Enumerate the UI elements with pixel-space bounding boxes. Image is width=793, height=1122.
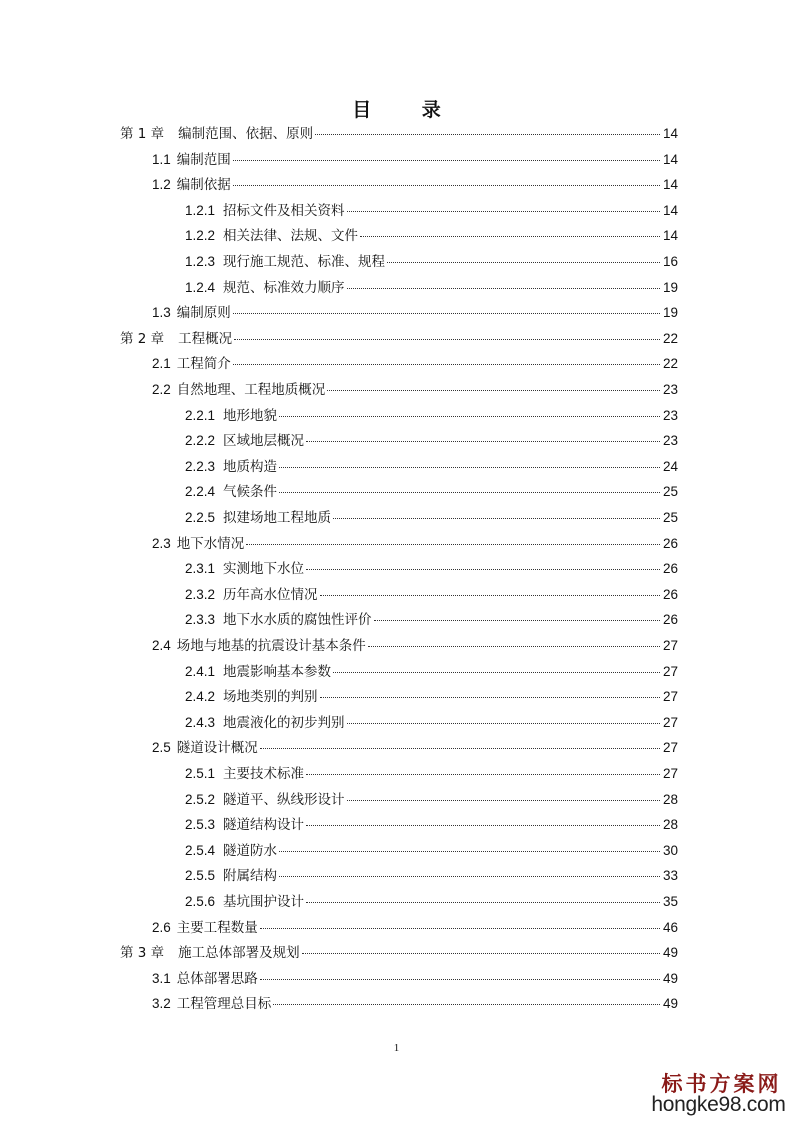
toc-entry-number: 2.2.3 bbox=[185, 458, 216, 474]
toc-entry-number: 2.4.2 bbox=[185, 689, 216, 705]
toc-leader-dots bbox=[260, 978, 660, 980]
toc-entry-number: 2.4.1 bbox=[185, 663, 216, 679]
toc-entry-page: 35 bbox=[662, 894, 678, 909]
toc-entry-page: 49 bbox=[662, 970, 678, 986]
toc-entry[interactable] bbox=[185, 480, 678, 500]
toc-leader-dots bbox=[233, 159, 660, 161]
toc-entry-page: 28 bbox=[662, 791, 678, 807]
toc-leader-dots bbox=[279, 466, 660, 468]
toc-entry-label: 地震液化的初步判别 bbox=[223, 714, 345, 731]
toc-entry-page: 16 bbox=[662, 254, 678, 269]
toc-entry[interactable] bbox=[185, 711, 678, 731]
toc-entry[interactable] bbox=[120, 122, 678, 142]
toc-entry[interactable] bbox=[152, 173, 678, 193]
toc-entry-page: 25 bbox=[662, 510, 678, 525]
toc-entry[interactable] bbox=[185, 404, 678, 424]
toc-entry[interactable] bbox=[185, 250, 678, 270]
toc-entry-label: 编制原则 bbox=[176, 305, 231, 322]
toc-entry-label: 隧道结构设计 bbox=[223, 817, 305, 834]
toc-entry[interactable] bbox=[185, 762, 678, 782]
toc-entry-page: 46 bbox=[662, 919, 678, 935]
toc-leader-dots bbox=[279, 491, 660, 493]
toc-entry-page: 22 bbox=[662, 356, 678, 372]
toc-leader-dots bbox=[279, 875, 660, 877]
toc-leader-dots bbox=[279, 850, 660, 852]
toc-entry-number: 2.4.3 bbox=[185, 714, 216, 730]
toc-entry-number: 1.1 bbox=[152, 151, 171, 167]
toc-entry-page: 14 bbox=[662, 202, 678, 218]
toc-leader-dots bbox=[360, 235, 660, 237]
toc-leader-dots bbox=[333, 517, 660, 519]
toc-entry-page: 27 bbox=[662, 638, 678, 653]
toc-entry-label: 隧道平、纵线形设计 bbox=[223, 791, 345, 808]
toc-entry[interactable] bbox=[152, 301, 678, 321]
toc-entry-label: 施工总体部署及规划 bbox=[178, 945, 300, 962]
toc-leader-dots bbox=[368, 645, 660, 647]
toc-entry[interactable] bbox=[185, 890, 678, 910]
toc-leader-dots bbox=[327, 389, 660, 391]
toc-entry-number: 1.2 bbox=[152, 177, 171, 193]
toc-entry-page: 14 bbox=[662, 177, 678, 193]
toc-entry-page: 26 bbox=[662, 586, 678, 602]
toc-entry-label: 地质构造 bbox=[223, 458, 278, 475]
toc-entry-label: 场地类别的判别 bbox=[223, 689, 318, 706]
toc-entry-number: 2.5.1 bbox=[185, 766, 216, 781]
toc-entry-label: 现行施工规范、标准、规程 bbox=[223, 254, 386, 270]
toc-entry[interactable] bbox=[185, 455, 678, 475]
toc-entry-label: 主要工程数量 bbox=[176, 919, 258, 936]
toc-leader-dots bbox=[233, 184, 660, 186]
toc-entry[interactable] bbox=[152, 992, 678, 1012]
toc-entry-label: 实测地下水位 bbox=[223, 561, 305, 578]
toc-entry-number: 2.2.2 bbox=[185, 433, 216, 449]
toc-entry-page: 24 bbox=[662, 458, 678, 474]
toc-entry-label: 编制范围、依据、原则 bbox=[178, 126, 314, 142]
toc-entry-page: 26 bbox=[662, 561, 678, 577]
toc-entry-number: 2.4 bbox=[152, 638, 171, 653]
toc-leader-dots bbox=[347, 287, 660, 289]
toc-entry-label: 地形地貌 bbox=[223, 407, 278, 424]
page-title: 目 录 bbox=[352, 99, 463, 121]
toc-entry[interactable] bbox=[185, 788, 678, 808]
toc-entry[interactable] bbox=[185, 429, 678, 449]
toc-leader-dots bbox=[260, 747, 660, 749]
toc-entry[interactable] bbox=[120, 941, 678, 961]
toc-entry-label: 场地与地基的抗震设计基本条件 bbox=[176, 638, 366, 654]
toc-entry-label: 地下水情况 bbox=[176, 535, 245, 552]
toc-leader-dots bbox=[302, 952, 660, 954]
toc-entry-number: 2.5 bbox=[152, 740, 171, 756]
toc-entry[interactable] bbox=[152, 378, 678, 398]
toc-entry-number: 第 1 章 bbox=[120, 126, 165, 142]
toc-entry-page: 22 bbox=[662, 330, 678, 346]
toc-leader-dots bbox=[306, 824, 660, 826]
toc-entry-page: 30 bbox=[662, 842, 678, 858]
toc-entry[interactable] bbox=[152, 967, 678, 987]
toc-entry-number: 2.2.5 bbox=[185, 510, 216, 525]
toc-entry-label: 地下水水质的腐蚀性评价 bbox=[223, 612, 372, 629]
toc-leader-dots bbox=[374, 619, 660, 621]
toc-entry-label: 招标文件及相关资料 bbox=[223, 202, 345, 219]
toc-entry-page: 23 bbox=[662, 433, 678, 449]
toc-entry-number: 1.2.3 bbox=[185, 254, 216, 269]
toc-entry-number: 2.5.4 bbox=[185, 842, 216, 858]
toc-leader-dots bbox=[234, 338, 660, 340]
toc-entry-number: 2.5.6 bbox=[185, 894, 216, 909]
toc-entry[interactable] bbox=[152, 634, 678, 654]
toc-entry[interactable] bbox=[185, 685, 678, 705]
toc-entry-number: 3.2 bbox=[152, 996, 171, 1012]
toc-entry[interactable] bbox=[185, 839, 678, 859]
toc-entry-label: 气候条件 bbox=[223, 484, 278, 501]
toc-entry-label: 隧道设计概况 bbox=[176, 740, 258, 757]
watermark-url: hongke98.com bbox=[651, 1093, 786, 1116]
toc-entry-number: 2.2.1 bbox=[185, 407, 216, 423]
toc-entry-number: 2.3.1 bbox=[185, 561, 216, 577]
toc-leader-dots bbox=[306, 440, 660, 442]
toc-leader-dots bbox=[320, 696, 660, 698]
toc-entry[interactable] bbox=[185, 583, 678, 603]
toc-entry-page: 27 bbox=[662, 766, 678, 781]
toc-leader-dots bbox=[246, 543, 660, 545]
toc-entry-label: 隧道防水 bbox=[223, 842, 278, 859]
toc-leader-dots bbox=[347, 210, 660, 212]
toc-entry-label: 工程管理总目标 bbox=[176, 996, 272, 1013]
toc-entry-page: 25 bbox=[662, 484, 678, 500]
toc-entry[interactable] bbox=[185, 506, 678, 526]
toc-entry-page: 27 bbox=[662, 714, 678, 730]
toc-leader-dots bbox=[279, 415, 660, 417]
toc-entry[interactable] bbox=[185, 224, 678, 244]
toc-entry[interactable] bbox=[185, 864, 678, 884]
toc-entry[interactable] bbox=[152, 148, 678, 168]
toc-entry-page: 19 bbox=[662, 279, 678, 295]
toc-entry-page: 14 bbox=[662, 126, 678, 141]
toc-entry[interactable] bbox=[185, 813, 678, 833]
toc-entry-page: 14 bbox=[662, 228, 678, 244]
toc-entry-number: 2.3.2 bbox=[185, 586, 216, 602]
toc-entry-page: 49 bbox=[662, 996, 678, 1012]
toc-entry-page: 23 bbox=[662, 407, 678, 423]
toc-entry-number: 2.3.3 bbox=[185, 612, 216, 628]
toc-entry-number: 第 3 章 bbox=[120, 945, 165, 962]
toc-entry[interactable] bbox=[120, 327, 678, 347]
toc-entry-page: 27 bbox=[662, 689, 678, 705]
toc-entry[interactable] bbox=[185, 276, 678, 296]
toc-entry-label: 工程简介 bbox=[176, 356, 231, 373]
toc-entry-page: 27 bbox=[662, 663, 678, 679]
toc-leader-dots bbox=[273, 1003, 660, 1005]
toc-entry-label: 总体部署思路 bbox=[176, 970, 258, 987]
toc-entry-number: 2.2 bbox=[152, 382, 171, 397]
toc-entry[interactable] bbox=[185, 608, 678, 628]
toc-entry[interactable] bbox=[185, 199, 678, 219]
toc-entry-label: 相关法律、法规、文件 bbox=[223, 228, 359, 245]
toc-entry-number: 3.1 bbox=[152, 970, 171, 986]
toc-leader-dots bbox=[347, 799, 660, 801]
toc-entry-number: 2.5.2 bbox=[185, 791, 216, 807]
toc-entry-label: 历年高水位情况 bbox=[223, 586, 318, 603]
toc-entry-label: 地震影响基本参数 bbox=[223, 663, 332, 680]
toc-leader-dots bbox=[347, 722, 660, 724]
toc-entry-label: 区域地层概况 bbox=[223, 433, 305, 450]
toc-entry-label: 工程概况 bbox=[178, 330, 233, 347]
toc-entry-page: 23 bbox=[662, 382, 678, 397]
watermark-brand: 标书方案网 bbox=[661, 1071, 782, 1096]
toc-leader-dots bbox=[306, 901, 660, 903]
toc-entry-page: 27 bbox=[662, 740, 678, 756]
toc-leader-dots bbox=[306, 773, 660, 775]
toc-entry-page: 19 bbox=[662, 305, 678, 321]
toc-entry-number: 第 2 章 bbox=[120, 330, 165, 347]
toc-entry-number: 1.2.4 bbox=[185, 279, 216, 295]
toc-entry-number: 1.2.2 bbox=[185, 228, 216, 244]
toc-entry[interactable] bbox=[152, 736, 678, 756]
toc-entry-number: 2.6 bbox=[152, 919, 171, 935]
page-number: 1 bbox=[393, 1042, 400, 1054]
toc-entry[interactable] bbox=[152, 352, 678, 372]
toc-entry[interactable] bbox=[185, 557, 678, 577]
toc-entry-number: 2.1 bbox=[152, 356, 171, 372]
toc-entry-page: 26 bbox=[662, 612, 678, 628]
toc-entry-page: 26 bbox=[662, 535, 678, 551]
toc-entry-label: 拟建场地工程地质 bbox=[223, 510, 332, 526]
toc-leader-dots bbox=[333, 671, 660, 673]
toc-leader-dots bbox=[315, 133, 660, 135]
toc-entry-page: 28 bbox=[662, 817, 678, 833]
toc-entry-number: 2.2.4 bbox=[185, 484, 216, 500]
toc-leader-dots bbox=[260, 927, 660, 929]
toc-entry[interactable] bbox=[152, 916, 678, 936]
toc-entry-label: 编制依据 bbox=[176, 177, 231, 194]
toc-entry-label: 附属结构 bbox=[223, 868, 278, 885]
toc-entry-number: 2.3 bbox=[152, 535, 171, 551]
toc-entry-label: 基坑围护设计 bbox=[223, 894, 305, 910]
toc-entry[interactable] bbox=[185, 660, 678, 680]
toc-entry-label: 自然地理、工程地质概况 bbox=[176, 382, 326, 398]
toc-entry-label: 主要技术标准 bbox=[223, 766, 305, 782]
toc-entry-number: 2.5.3 bbox=[185, 817, 216, 833]
toc-leader-dots bbox=[306, 568, 660, 570]
toc-leader-dots bbox=[320, 594, 660, 596]
toc-entry-number: 1.2.1 bbox=[185, 202, 216, 218]
toc-leader-dots bbox=[233, 363, 660, 365]
toc-entry-page: 33 bbox=[662, 868, 678, 884]
toc-entry-page: 49 bbox=[662, 945, 678, 961]
toc-entry[interactable] bbox=[152, 532, 678, 552]
toc-entry-number: 2.5.5 bbox=[185, 868, 216, 884]
toc-leader-dots bbox=[233, 312, 660, 314]
toc-entry-label: 编制范围 bbox=[176, 151, 231, 168]
toc-leader-dots bbox=[387, 261, 660, 263]
toc-entry-label: 规范、标准效力顺序 bbox=[223, 279, 345, 296]
toc-entry-page: 14 bbox=[662, 151, 678, 167]
toc-entry-number: 1.3 bbox=[152, 305, 171, 321]
